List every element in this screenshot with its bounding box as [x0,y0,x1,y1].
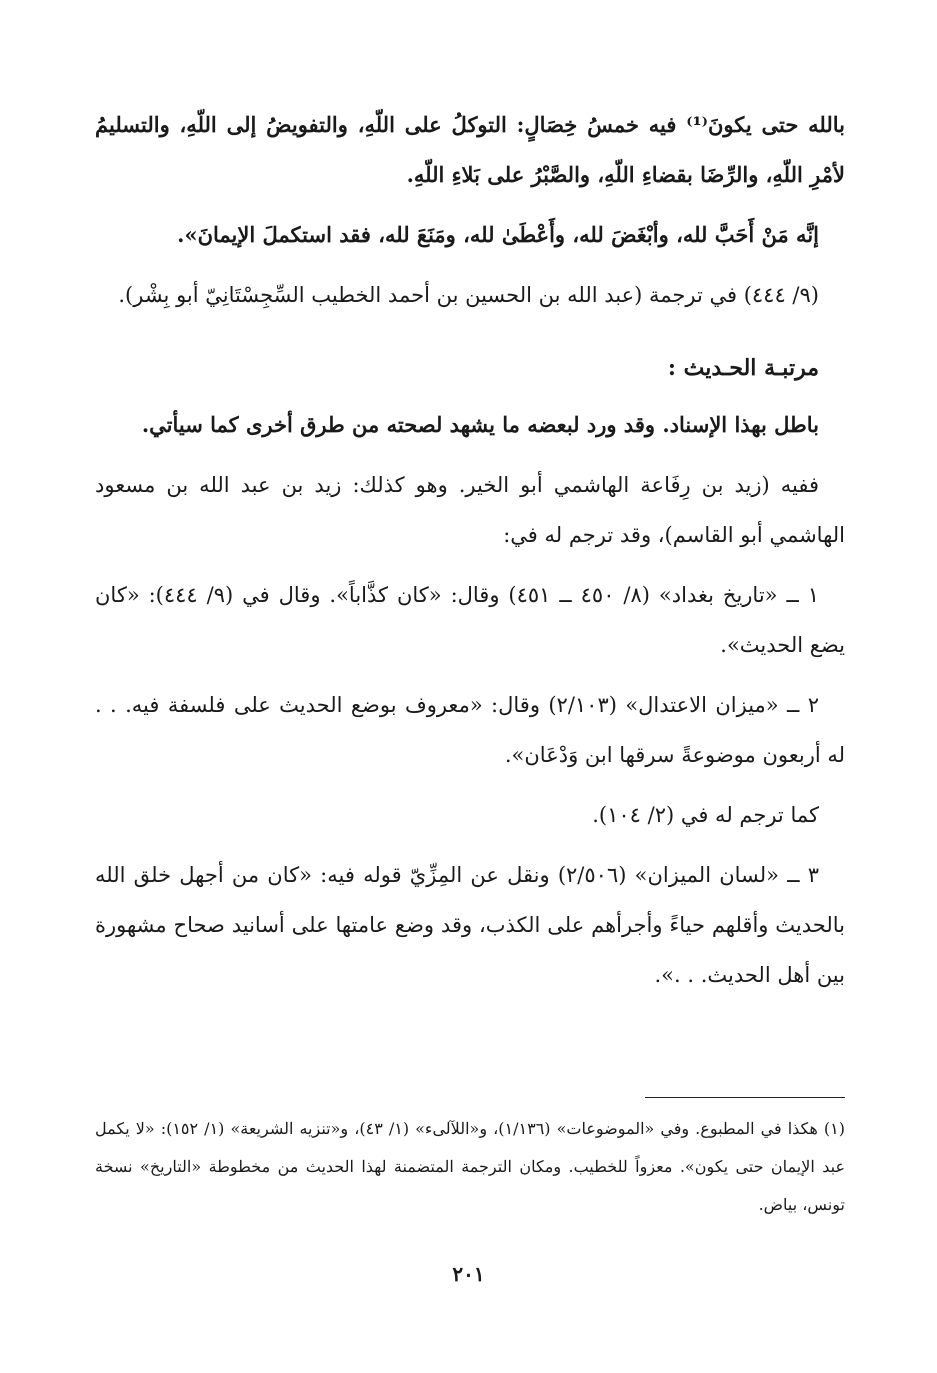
paragraph-hadith-text: بالله حتى يكونَ⁽¹⁾ فيه خمسُ خِصَالٍ: التوكلُ على اللّهِ، والتفويضُ إلى اللّهِ، والتسليمُ لأمْرِ اللّهِ، والرِّضَا بقضاءِ اللّهِ، والصَّبْرُ على بَلاءِ اللّهِ. [95,112,845,187]
paragraph-ref-2-extra: كما ترجم له في (٢/ ١٠٤). [592,803,819,827]
paragraph-verdict: باطل بهذا الإسناد. وقد ورد لبعضه ما يشهد لصحته من طرق أخرى كما سيأتي. [141,412,819,437]
paragraph-hadith-ending: إنَّه مَنْ أَحَبَّ لله، وأبْغَضَ لله، وأَعْطَىٰ لله، ومَنَعَ لله، فقد استكملَ الإيمانَ». [177,222,819,247]
paragraph-ref-2: ٢ ــ «ميزان الاعتدال» (٢/١٠٣) وقال: «معروف بوضع الحديث على فلسفة فيه. . . له أربعون موضوعةً سرقها ابن وَدْعَان». [95,693,845,767]
paragraph-ref-1: ١ ــ «تاريخ بغداد» (٨/ ٤٥٠ ــ ٤٥١) وقال: «كان كذَّاباً». وقال في (٩/ ٤٤٤): «كان يضع الحديث». [95,583,845,657]
page-number: ٢٠١ [452,1262,485,1286]
paragraph-ref-3: ٣ ــ «لسان الميزان» (٢/٥٠٦) ونقل عن المِزِّيّ قوله فيه: «كان من أجهل خلق الله بالحديث وأقلهم حياءً وأجرأهم على الكذب، وقد وضع عامتها على أسانيد صحاح مشهورة بين أهل الحديث. . .». [95,863,845,987]
page-body [95,100,845,1010]
section-heading: مرتبـة الحـديث : [667,355,819,381]
paragraph-narrator: ففيه (زيد بن رِفَاعة الهاشمي أبو الخير. وهو كذلك: زيد بن عبد الله بن مسعود الهاشمي أبو القاسم)، وقد ترجم له في: [95,473,845,547]
paragraph-source-reference: (٩/ ٤٤٤) في ترجمة (عبد الله بن الحسين بن أحمد الخطيب السِّجِسْتَانِيّ أبو بِشْر). [118,283,819,307]
footnote: (١) هكذا في المطبوع. وفي «الموضوعات» (١/١٣٦)، و«اللآلىء» (١/ ٤٣)، و«تنزيه الشريعة» (١/ ١٥٢): «لا يكمل عبد الإيمان حتى يكون». معزواً للخطيب. ومكان الترجمة المتضمنة لهذا الحديث من مخطوطة «التاريخ» نسخة تونس، بياض. [95,1119,845,1214]
